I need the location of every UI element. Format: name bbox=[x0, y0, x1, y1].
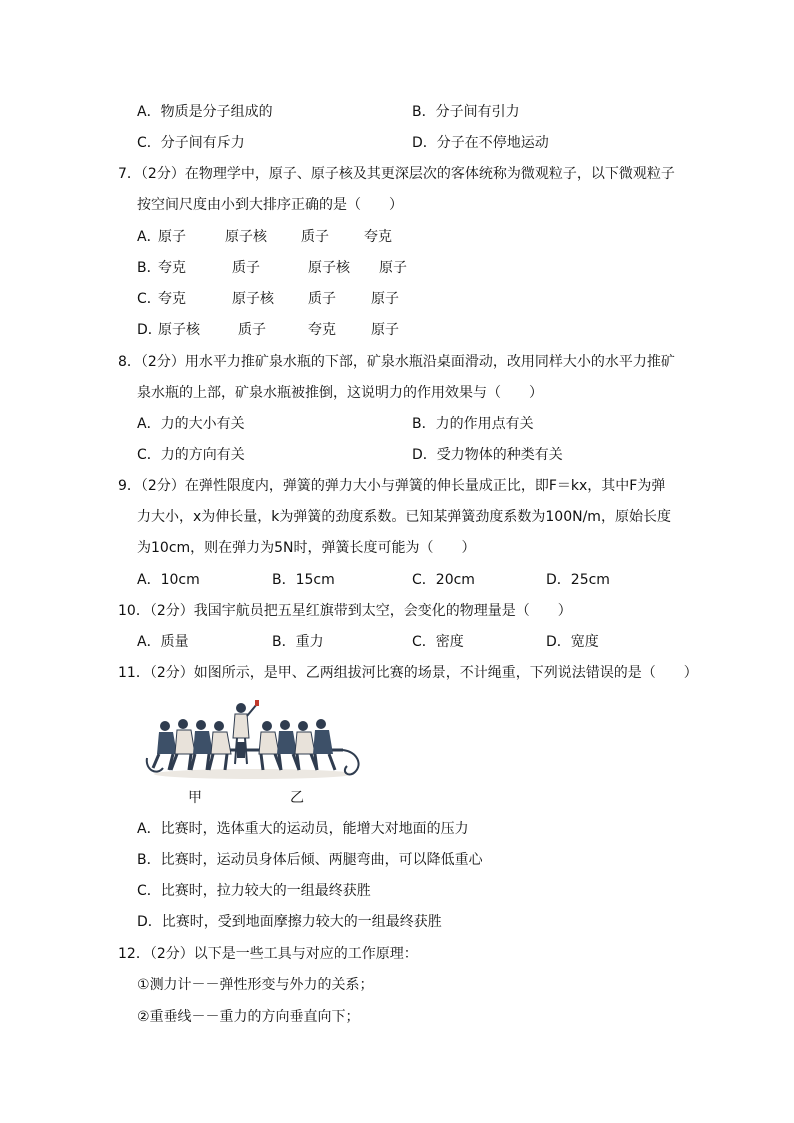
q12-stem-line1: 12．（2分）以下是一些工具与对应的工作原理： bbox=[118, 946, 418, 962]
q11-option-b: B．比赛时，运动员身体后倾、两腿弯曲，可以降低重心 bbox=[137, 852, 483, 868]
q10-stem-line1: 10．（2分）我国宇航员把五星红旗带到太空，会变化的物理量是（ ） bbox=[118, 603, 572, 619]
rope-center-marker bbox=[237, 742, 245, 758]
q6-option-c: C．分子间有斥力 bbox=[137, 135, 245, 151]
q10-option-b: B．重力 bbox=[272, 634, 324, 650]
q10-option-c: C．密度 bbox=[412, 634, 464, 650]
q9-stem-line3: 为10cm，则在弹力为5N时，弹簧长度可能为（ ） bbox=[137, 540, 476, 556]
team-yi bbox=[259, 719, 335, 770]
rope-right-coil bbox=[343, 750, 359, 774]
q9-option-b: B．15cm bbox=[272, 572, 335, 588]
q8-option-d: D．受力物体的种类有关 bbox=[412, 447, 563, 463]
q12-item-2: ②重垂线－－重力的方向垂直向下； bbox=[137, 1009, 360, 1025]
q9-option-d: D．25cm bbox=[546, 572, 610, 588]
team-jia bbox=[153, 719, 231, 770]
q6-option-d: D．分子在不停地运动 bbox=[412, 135, 549, 151]
q6-option-b: B．分子间有引力 bbox=[412, 104, 520, 120]
figure-label-yi: 乙 bbox=[290, 790, 304, 806]
q8-option-c: C．力的方向有关 bbox=[137, 447, 245, 463]
q9-stem-line2: 力大小，x为伸长量，k为弹簧的劲度系数。已知某弹簧劲度系数为100N/m，原始长度 bbox=[137, 509, 671, 525]
q8-stem-line1: 8．（2分）用水平力推矿泉水瓶的下部，矿泉水瓶沿桌面滑动，改用同样大小的水平力推矿 bbox=[118, 354, 675, 370]
referee-flag bbox=[255, 700, 259, 706]
referee-body bbox=[233, 714, 249, 738]
q8-option-b: B．力的作用点有关 bbox=[412, 416, 534, 432]
q10-option-d: D．宽度 bbox=[546, 634, 599, 650]
tug-of-war-illustration bbox=[143, 698, 365, 784]
q7-stem-line2: 按空间尺度由小到大排序正确的是（ ） bbox=[137, 197, 403, 213]
q9-option-c: C．20cm bbox=[412, 572, 475, 588]
q11-option-d: D．比赛时，受到地面摩擦力较大的一组最终获胜 bbox=[137, 914, 442, 930]
q11-stem-line1: 11．（2分）如图所示，是甲、乙两组拔河比赛的场景，不计绳重，下列说法错误的是（ ） bbox=[118, 665, 698, 681]
q8-option-a: A．力的大小有关 bbox=[137, 416, 245, 432]
q6-option-a: A．物质是分子组成的 bbox=[137, 104, 273, 120]
q10-option-a: A．质量 bbox=[137, 634, 189, 650]
figure-label-jia: 甲 bbox=[188, 790, 202, 806]
q12-item-1: ①测力计－－弹性形变与外力的关系； bbox=[137, 977, 374, 993]
q11-option-c: C．比赛时，拉力较大的一组最终获胜 bbox=[137, 883, 371, 899]
q9-option-a: A．10cm bbox=[137, 572, 200, 588]
q8-stem-line2: 泉水瓶的上部，矿泉水瓶被推倒，这说明力的作用效果与（ ） bbox=[137, 385, 543, 401]
referee-head bbox=[236, 703, 246, 713]
q7-stem-line1: 7．（2分）在物理学中，原子、原子核及其更深层次的客体统称为微观粒子，以下微观粒子 bbox=[118, 166, 675, 182]
q9-stem-line1: 9．（2分）在弹性限度内，弹簧的弹力大小与弹簧的伸长量成正比，即F＝kx，其中F为弹 bbox=[118, 478, 666, 494]
q11-option-a: A．比赛时，选体重大的运动员，能增大对地面的压力 bbox=[137, 821, 469, 837]
